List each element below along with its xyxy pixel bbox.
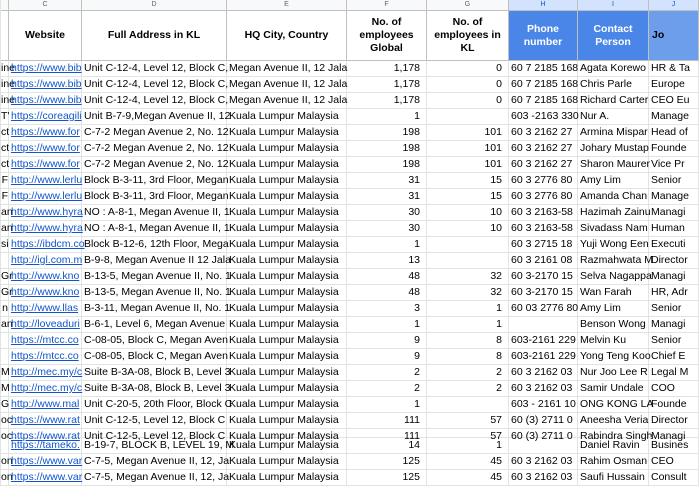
cell-contact-person[interactable]: Selva Nagappa <box>578 269 649 285</box>
cell-address[interactable]: Suite B-3A-08, Block B, Level 3 <box>82 365 227 381</box>
cell-employees-global[interactable]: 31 <box>347 189 427 205</box>
cell-prev-col[interactable]: Gr <box>1 285 9 301</box>
cell-address[interactable]: Unit C-12-4, Level 12, Block C, <box>82 61 227 77</box>
cell-contact-person[interactable]: Yuji Wong Een <box>578 237 649 253</box>
cell-hq-city[interactable]: Kuala Lumpur Malaysia <box>227 317 347 333</box>
cell-contact-person[interactable]: Saufi Hussain <box>578 470 649 486</box>
cell-employees-global[interactable]: 2 <box>347 365 427 381</box>
cell-employees-kl[interactable]: 10 <box>427 221 509 237</box>
cell-employees-global[interactable]: 48 <box>347 285 427 301</box>
header-phone[interactable]: Phone number <box>509 11 578 61</box>
cell-website[interactable]: http://www.kno <box>9 285 82 301</box>
cell-address[interactable]: C-7-2 Megan Avenue 2, No. 12 <box>82 141 227 157</box>
cell-contact-person[interactable]: Melvin Ku <box>578 333 649 349</box>
cell-employees-global[interactable]: 1 <box>347 397 427 413</box>
column-letter-phone[interactable]: H <box>509 0 578 11</box>
cell-hq-city[interactable]: Kuala Lumpur Malaysia <box>227 470 347 486</box>
cell-hq-city[interactable]: Kuala Lumpur Malaysia <box>227 221 347 237</box>
cell-job-title[interactable]: Chief E <box>649 349 699 365</box>
cell-contact-person[interactable]: Rabindra Singh <box>580 430 653 442</box>
cell-hq-city[interactable]: Megan Avenue II, 12 Jala <box>227 77 347 93</box>
cell-contact-person[interactable]: Johary Mustap <box>578 141 649 157</box>
cell-job-title[interactable]: Director <box>649 253 699 269</box>
cell-job-title[interactable]: Executi <box>649 237 699 253</box>
cell-employees-kl[interactable]: 101 <box>427 157 509 173</box>
cell-website[interactable]: http://loveaduri <box>9 317 82 333</box>
cell-employees-global[interactable]: 198 <box>347 157 427 173</box>
cell-employees-kl[interactable]: 0 <box>427 77 509 93</box>
cell-website[interactable]: https://mtcc.co <box>9 333 82 349</box>
cell-address[interactable]: Unit C-12-4, Level 12, Block C, <box>82 77 227 93</box>
cell-employees-kl[interactable]: 101 <box>427 125 509 141</box>
cell-employees-global[interactable]: 1,178 <box>347 77 427 93</box>
cell-employees-kl[interactable] <box>427 109 509 125</box>
cell-employees-global[interactable]: 125 <box>347 470 427 486</box>
cell-job-title[interactable]: Legal M <box>649 365 699 381</box>
cell-prev-col[interactable]: F <box>1 189 9 205</box>
cell-contact-person[interactable]: Razmahwata M <box>578 253 649 269</box>
cell-hq-city[interactable]: Kuala Lumpur Malaysia <box>227 173 347 189</box>
cell-prev-col[interactable]: an <box>1 317 9 333</box>
cell-contact-person[interactable]: Armina Mispar <box>578 125 649 141</box>
cell-employees-global[interactable]: 198 <box>347 141 427 157</box>
cell-address[interactable]: C-7-2 Megan Avenue 2, No. 12 <box>82 157 227 173</box>
cell-phone[interactable]: 60 3 2162 03 <box>509 381 578 397</box>
cell-contact-person[interactable]: Amy Lim <box>578 301 649 317</box>
cell-employees-kl[interactable]: 15 <box>427 189 509 205</box>
cell-website[interactable]: http://www.lerlu <box>9 173 82 189</box>
cell-website[interactable]: http://www.hyra <box>9 221 82 237</box>
cell-address[interactable]: Suite B-3A-08, Block B, Level 3 <box>82 381 227 397</box>
cell-hq-city[interactable]: Megan Avenue II, 12 Jala <box>227 61 347 77</box>
cell-website[interactable]: https://www.bib <box>9 93 82 109</box>
cell-employees-global[interactable]: 1 <box>347 109 427 125</box>
cell-hq-city[interactable]: Megan Avenue II, 12 Jala <box>227 93 347 109</box>
cell-contact-person[interactable]: Rahim Osman <box>578 454 649 470</box>
cell-job-title[interactable]: Founde <box>649 397 699 413</box>
cell-phone[interactable]: 60 3 2715 18 <box>509 237 578 253</box>
cell-employees-kl[interactable]: 0 <box>427 61 509 77</box>
cell-prev-col[interactable] <box>1 349 9 365</box>
cell-address[interactable]: B-3-11, Megan Avenue II, No. 1 <box>82 301 227 317</box>
cell-employees-kl[interactable]: 1 <box>427 317 509 333</box>
cell-employees-kl[interactable]: 45 <box>427 454 509 470</box>
cell-phone[interactable]: 60 3 2162 27 <box>509 157 578 173</box>
column-letter-employees-kl[interactable]: G <box>427 0 509 11</box>
cell-phone[interactable] <box>509 317 578 333</box>
column-letter-employees-global[interactable]: F <box>347 0 427 11</box>
cell-job-title[interactable]: Manage <box>649 109 699 125</box>
cell-prev-col[interactable] <box>1 333 9 349</box>
cell-prev-col[interactable] <box>1 438 9 454</box>
cell-job-title[interactable]: HR, Adr <box>649 285 699 301</box>
cell-contact-person[interactable]: Benson Wong <box>578 317 649 333</box>
cell-employees-global[interactable]: 1,178 <box>347 61 427 77</box>
cell-hq-city[interactable]: Kuala Lumpur Malaysia <box>227 333 347 349</box>
cell-hq-city[interactable]: Kuala Lumpur Malaysia <box>227 429 347 438</box>
cell-contact-person[interactable]: Richard Carter <box>578 93 649 109</box>
cell-address[interactable]: C-7-5, Megan Avenue II, 12, Ja <box>82 470 227 486</box>
cell-employees-kl[interactable] <box>427 253 509 269</box>
cell-employees-kl[interactable]: 101 <box>427 141 509 157</box>
cell-contact-person[interactable]: Wan Farah <box>578 285 649 301</box>
cell-prev-col[interactable]: ine <box>1 77 9 93</box>
cell-employees-kl[interactable]: 2 <box>427 365 509 381</box>
cell-hq-city[interactable]: Kuala Lumpur Malaysia <box>227 438 347 454</box>
cell-employees-global[interactable]: 48 <box>347 269 427 285</box>
cell-employees-kl[interactable]: 2 <box>427 381 509 397</box>
cell-contact-person[interactable]: Amy Lim <box>578 173 649 189</box>
cell-employees-kl[interactable]: 57 <box>427 413 509 429</box>
cell-phone[interactable]: 60 3 2162 27 <box>509 141 578 157</box>
header-hq-city[interactable]: HQ City, Country <box>227 11 347 61</box>
cell-website[interactable]: http://mec.my/c <box>9 365 82 381</box>
header-website[interactable]: Website <box>9 11 82 61</box>
cell-job-title[interactable]: Senior <box>649 333 699 349</box>
cell-job-title[interactable]: Consult <box>649 470 699 486</box>
cell-phone[interactable]: 60 7 2185 168 <box>509 93 578 109</box>
cell-address[interactable]: C-08-05, Block C, Megan Aven <box>82 349 227 365</box>
cell-prev-col[interactable]: M <box>1 381 9 397</box>
cell-employees-kl[interactable]: 10 <box>427 205 509 221</box>
column-letter-hq-city[interactable]: E <box>227 0 347 11</box>
cell-address[interactable]: Unit C-12-5, Level 12, Block C <box>82 413 227 429</box>
header-contact-person[interactable]: Contact Person <box>578 11 649 61</box>
cell-phone[interactable]: 60 (3) 2711 0 <box>509 413 578 429</box>
cell-hq-city[interactable]: Kuala Lumpur Malaysia <box>227 109 347 125</box>
cell-phone[interactable]: 60 3 2162 03 <box>509 365 578 381</box>
cell-employees-global[interactable]: 13 <box>347 253 427 269</box>
cell-address[interactable]: B-6-1, Level 6, Megan Avenue <box>82 317 227 333</box>
cell-employees-global[interactable]: 198 <box>347 125 427 141</box>
cell-phone[interactable]: 603 -2163 330 <box>509 109 578 125</box>
cell-employees-global[interactable]: 30 <box>347 221 427 237</box>
cell-address[interactable]: Block B-3-11, 3rd Floor, Megan <box>82 189 227 205</box>
cell-phone[interactable] <box>509 438 578 454</box>
column-letter-prev-col[interactable] <box>1 0 9 11</box>
cell-contact-person[interactable]: Yong Teng Koo <box>578 349 649 365</box>
header-prev-col[interactable] <box>1 11 9 61</box>
cell-address[interactable]: NO : A-8-1, Megan Avenue II, 1 <box>82 221 227 237</box>
cell-phone[interactable]: 603-2161 229 <box>509 333 578 349</box>
cell-hq-city[interactable]: Kuala Lumpur Malaysia <box>227 205 347 221</box>
cell-contact-person[interactable]: ONG KONG LA <box>578 397 649 413</box>
cell-phone[interactable]: 60 3 2162 03 <box>509 470 578 486</box>
cell-contact-person[interactable]: Chris Parle <box>578 77 649 93</box>
cell-prev-col[interactable]: on <box>1 454 9 470</box>
cell-prev-col[interactable]: oc <box>1 430 13 442</box>
cell-job-title[interactable]: CEO Eu <box>649 93 699 109</box>
cell-phone[interactable]: 60 3 2162 03 <box>509 454 578 470</box>
cell-employees-global[interactable]: 2 <box>347 381 427 397</box>
cell-website[interactable]: https://www.for <box>9 141 82 157</box>
cell-website[interactable]: https://www.bib <box>9 61 82 77</box>
cell-phone[interactable]: 60 7 2185 168 <box>509 77 578 93</box>
cell-website[interactable]: https://tameko. <box>9 438 82 454</box>
cell-employees-global[interactable]: 111 <box>347 429 427 438</box>
cell-hq-city[interactable]: Kuala Lumpur Malaysia <box>227 237 347 253</box>
cell-employees-kl[interactable]: 45 <box>427 470 509 486</box>
cell-hq-city[interactable]: Kuala Lumpur Malaysia <box>227 125 347 141</box>
cell-prev-col[interactable]: on <box>1 470 9 486</box>
cell-job-title[interactable]: Senior <box>649 173 699 189</box>
cell-job-title[interactable]: Founde <box>649 141 699 157</box>
cell-hq-city[interactable]: Kuala Lumpur Malaysia <box>227 301 347 317</box>
cell-job-title[interactable]: Human <box>649 221 699 237</box>
cell-phone[interactable]: 60 3 2163-58 <box>509 221 578 237</box>
cell-phone[interactable]: 60 7 2185 168 <box>509 61 578 77</box>
cell-prev-col[interactable]: ine <box>1 93 9 109</box>
cell-contact-person[interactable]: Sharon Maurer <box>578 157 649 173</box>
cell-employees-global[interactable]: 3 <box>347 301 427 317</box>
cell-employees-kl[interactable]: 32 <box>427 269 509 285</box>
cell-prev-col[interactable]: ct <box>1 125 9 141</box>
cell-hq-city[interactable]: Kuala Lumpur Malaysia <box>227 285 347 301</box>
cell-phone[interactable]: 603 - 2161 10 <box>509 397 578 413</box>
column-letter-address[interactable]: D <box>82 0 227 11</box>
column-letter-job-title[interactable]: J <box>649 0 699 11</box>
cell-address[interactable]: NO : A-8-1, Megan Avenue II, 1 <box>82 205 227 221</box>
cell-job-title[interactable]: Vice Pr <box>649 157 699 173</box>
header-employees-kl[interactable]: No. of employees in KL <box>427 11 509 61</box>
cell-contact-person[interactable]: Samir Undale <box>578 381 649 397</box>
cell-address[interactable]: Unit C-12-5, Level 12, Block C <box>84 430 226 442</box>
cell-prev-col[interactable]: ct <box>1 157 9 173</box>
cell-job-title[interactable]: Europe <box>649 77 699 93</box>
cell-website[interactable]: http://www.mal <box>9 397 82 413</box>
cell-employees-global[interactable]: 31 <box>347 173 427 189</box>
cell-employees-kl[interactable] <box>427 237 509 253</box>
cell-hq-city[interactable]: Kuala Lumpur Malaysia <box>227 381 347 397</box>
cell-website[interactable]: https://www.rat <box>9 429 82 438</box>
cell-address[interactable]: Block B-3-11, 3rd Floor, Megan <box>82 173 227 189</box>
cell-prev-col[interactable]: ine <box>1 61 9 77</box>
cell-website[interactable]: http://mec.my/c <box>9 381 82 397</box>
cell-employees-kl[interactable]: 57 <box>427 429 509 438</box>
cell-address[interactable]: B-13-5, Megan Avenue II, No. 1 <box>82 269 227 285</box>
cell-job-title[interactable]: Head of <box>649 125 699 141</box>
cell-job-title[interactable]: Senior <box>649 301 699 317</box>
cell-prev-col[interactable]: G <box>1 397 9 413</box>
cell-website[interactable]: https://www.bib <box>9 77 82 93</box>
cell-address[interactable]: C-08-05, Block C, Megan Aven <box>82 333 227 349</box>
cell-job-title[interactable]: Managi <box>649 429 699 438</box>
cell-website[interactable]: https://www.for <box>9 125 82 141</box>
cell-employees-global[interactable]: 14 <box>347 438 427 454</box>
cell-employees-kl[interactable]: 15 <box>427 173 509 189</box>
cell-contact-person[interactable]: Aneesha Veria <box>578 413 649 429</box>
cell-address[interactable]: B-19-7, BLOCK B, LEVEL 19, M <box>82 438 227 454</box>
cell-prev-col[interactable]: an <box>1 221 9 237</box>
cell-job-title[interactable]: Managi <box>649 269 699 285</box>
cell-employees-global[interactable]: 125 <box>347 454 427 470</box>
cell-prev-col[interactable]: T' <box>1 109 9 125</box>
cell-contact-person[interactable]: Nur A. <box>578 109 649 125</box>
cell-hq-city[interactable]: Kuala Lumpur Malaysia <box>227 413 347 429</box>
header-address[interactable]: Full Address in KL <box>82 11 227 61</box>
cell-employees-kl[interactable]: 8 <box>427 349 509 365</box>
cell-address[interactable]: Unit C-20-5, 20th Floor, Block C <box>82 397 227 413</box>
cell-contact-person[interactable]: Hazimah Zainu <box>578 205 649 221</box>
cell-website[interactable]: http://www.lerlu <box>9 189 82 205</box>
cell-address[interactable]: B-9-8, Megan Avenue II 12 Jala <box>82 253 227 269</box>
cell-website[interactable]: http://www.hyra <box>9 205 82 221</box>
cell-prev-col[interactable]: oc <box>1 413 9 429</box>
cell-hq-city[interactable]: Kuala Lumpur Malaysia <box>227 365 347 381</box>
cell-website[interactable]: https://coreagili <box>9 109 82 125</box>
cell-phone[interactable]: 603-2161 229 <box>509 349 578 365</box>
cell-phone[interactable]: 60 3-2170 15 <box>509 285 578 301</box>
cell-website[interactable]: https://mtcc.co <box>9 349 82 365</box>
cell-hq-city[interactable]: Kuala Lumpur Malaysia <box>227 253 347 269</box>
column-letter-website[interactable]: C <box>9 0 82 11</box>
cell-phone[interactable]: 60 3-2170 15 <box>509 269 578 285</box>
cell-employees-kl[interactable] <box>427 397 509 413</box>
cell-prev-col[interactable]: F <box>1 173 9 189</box>
cell-employees-global[interactable]: 9 <box>347 349 427 365</box>
cell-phone[interactable]: 60 03 2776 80 <box>509 301 578 317</box>
cell-employees-global[interactable]: 1 <box>347 317 427 333</box>
cell-website[interactable]: http://www.llas <box>9 301 82 317</box>
cell-hq-city[interactable]: Kuala Lumpur Malaysia <box>227 349 347 365</box>
cell-prev-col[interactable]: si <box>1 237 9 253</box>
cell-job-title[interactable]: Director <box>649 413 699 429</box>
cell-employees-kl[interactable]: 32 <box>427 285 509 301</box>
cell-employees-global[interactable]: 111 <box>347 413 427 429</box>
cell-hq-city[interactable]: Kuala Lumpur Malaysia <box>227 454 347 470</box>
header-employees-global[interactable]: No. of employees Global <box>347 11 427 61</box>
cell-employees-global[interactable]: 1,178 <box>347 93 427 109</box>
cell-job-title[interactable]: Busines <box>649 438 699 454</box>
cell-prev-col[interactable]: ct <box>1 141 9 157</box>
cell-website[interactable]: https://www.var <box>9 470 82 486</box>
cell-employees-kl[interactable]: 8 <box>427 333 509 349</box>
cell-prev-col[interactable]: an <box>1 205 9 221</box>
cell-hq-city[interactable]: Kuala Lumpur Malaysia <box>227 189 347 205</box>
cell-phone[interactable]: 60 3 2776 80 <box>509 189 578 205</box>
cell-job-title[interactable]: Managi <box>649 205 699 221</box>
cell-address[interactable]: C-7-2 Megan Avenue 2, No. 12 <box>82 125 227 141</box>
cell-contact-person[interactable]: Daniel Ravin <box>578 438 649 454</box>
cell-employees-kl[interactable]: 0 <box>427 93 509 109</box>
cell-prev-col[interactable]: Gr <box>1 269 9 285</box>
cell-website[interactable]: https://www.for <box>9 157 82 173</box>
cell-website[interactable]: https://ibdcm.co <box>9 237 82 253</box>
cell-contact-person[interactable]: Nur Joo Lee R <box>578 365 649 381</box>
cell-address[interactable]: Unit C-12-4, Level 12, Block C, <box>82 93 227 109</box>
cell-hq-city[interactable]: Kuala Lumpur Malaysia <box>227 141 347 157</box>
cell-job-title[interactable]: CEO <box>649 454 699 470</box>
cell-hq-city[interactable]: Kuala Lumpur Malaysia <box>227 397 347 413</box>
cell-employees-kl[interactable]: 1 <box>427 301 509 317</box>
cell-address[interactable]: C-7-5, Megan Avenue II, 12, Ja <box>82 454 227 470</box>
cell-employees-global[interactable]: 30 <box>347 205 427 221</box>
cell-hq-city[interactable]: Kuala Lumpur Malaysia <box>227 269 347 285</box>
column-letter-contact-person[interactable]: I <box>578 0 649 11</box>
cell-website[interactable]: http://igl.com.m <box>9 253 82 269</box>
cell-job-title[interactable]: COO <box>649 381 699 397</box>
cell-phone[interactable]: 60 3 2163-58 <box>509 205 578 221</box>
cell-employees-global[interactable]: 9 <box>347 333 427 349</box>
cell-phone[interactable]: 60 3 2776 80 <box>509 173 578 189</box>
cell-employees-global[interactable]: 1 <box>347 237 427 253</box>
cell-job-title[interactable]: Managi <box>649 317 699 333</box>
cell-hq-city[interactable]: Kuala Lumpur Malaysia <box>227 157 347 173</box>
cell-prev-col[interactable]: M <box>1 365 9 381</box>
cell-address[interactable]: Unit B-7-9,Megan Avenue II, 12 <box>82 109 227 125</box>
header-job-title[interactable]: Jo <box>649 11 699 61</box>
cell-contact-person[interactable]: Amanda Chan <box>578 189 649 205</box>
cell-website[interactable]: https://www.rat <box>9 413 82 429</box>
cell-contact-person[interactable]: Agata Korewo <box>578 61 649 77</box>
cell-employees-kl[interactable]: 1 <box>427 438 509 454</box>
cell-prev-col[interactable] <box>1 253 9 269</box>
cell-job-title[interactable]: Manage <box>649 189 699 205</box>
cell-website[interactable]: https://www.var <box>9 454 82 470</box>
cell-website[interactable]: http://www.kno <box>9 269 82 285</box>
cell-address[interactable]: B-13-5, Megan Avenue II, No. 1 <box>82 285 227 301</box>
cell-phone[interactable]: 60 3 2162 27 <box>509 125 578 141</box>
cell-address[interactable]: Block B-12-6, 12th Floor, Mega <box>82 237 227 253</box>
cell-job-title[interactable]: HR & Ta <box>649 61 699 77</box>
cell-phone[interactable]: 60 (3) 2711 0 <box>509 429 578 438</box>
cell-contact-person[interactable]: Sivadass Nam <box>578 221 649 237</box>
cell-prev-col[interactable]: n <box>1 301 9 317</box>
cell-phone[interactable]: 60 3 2161 08 <box>509 253 578 269</box>
